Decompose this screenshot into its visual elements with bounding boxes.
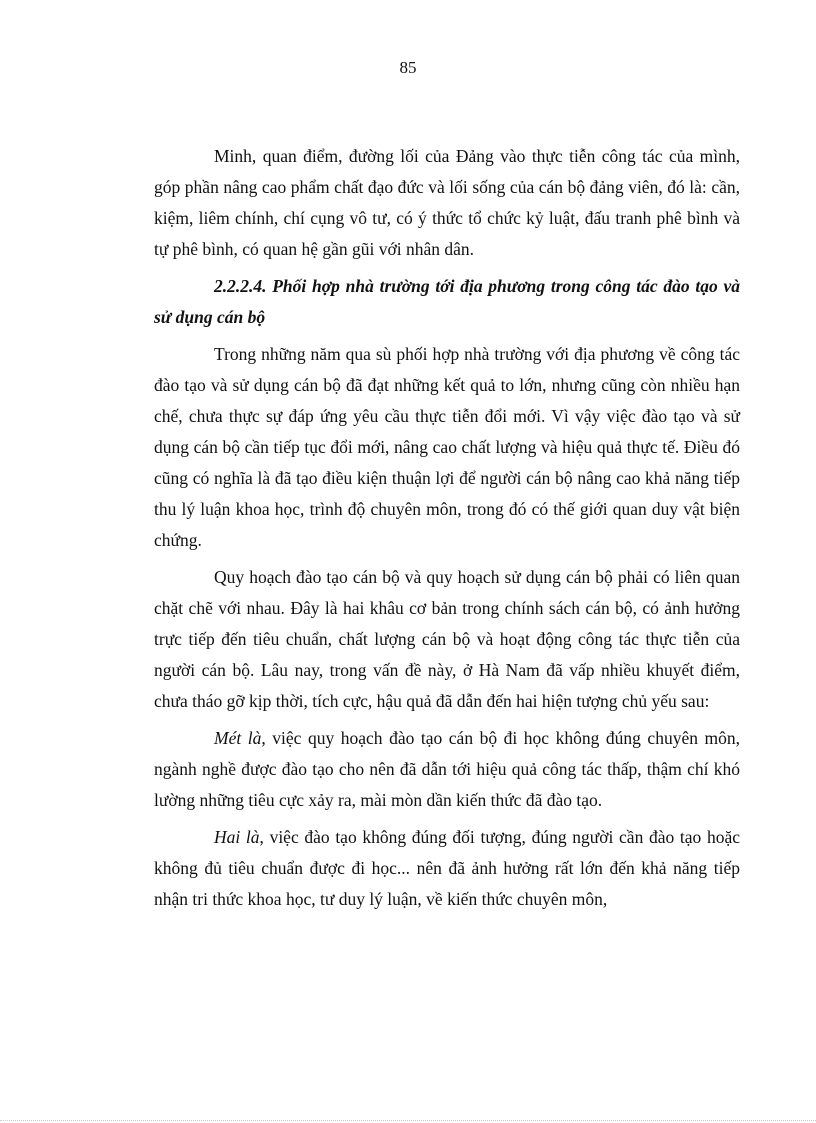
paragraph-continuation: Minh, quan điểm, đường lối của Đảng vào thực tiễn công tác của mình, góp phần nâng cao phẩm chất đạo đức và lối sống của cán bộ đảng viên, đó là: cần, kiệm, liêm chính, chí cụng vô tư, có ý thức tổ chức kỷ luật, đấu tranh phê bình và tự phê bình, có quan hệ gần gũi với nhân dân. bbox=[154, 146, 740, 259]
paragraph-planning: Quy hoạch đào tạo cán bộ và quy hoạch sử dụng cán bộ phải có liên quan chặt chẽ với nhau. Đây là hai khâu cơ bản trong chính sách cán bộ, có ảnh hưởng trực tiếp đến tiêu chuẩn, chất lượng cán bộ và hoạt động công tác thực tiễn của người cán bộ. Lâu nay, trong vấn đề này, ở Hà Nam đã vấp nhiều khuyết điểm, chưa tháo gỡ kịp thời, tích cực, hậu quả đã dẫn đến hai hiện tượng chủ yếu sau: bbox=[154, 567, 740, 711]
paragraph-first-point bbox=[154, 723, 740, 816]
second-point-text: , việc đào tạo không đúng đối tượng, đúng người cần đào tạo hoặc không đủ tiêu chuẩn được đi học... nên đã ảnh hưởng rất lớn đến khả năng tiếp nhận tri thức khoa học, tư duy lý luận, về kiến thức chuyên môn, bbox=[154, 827, 740, 909]
paragraph-cooperation: Trong những năm qua sù phối hợp nhà trường với địa phương về công tác đào tạo và sử dụng cán bộ đã đạt những kết quả to lớn, nhưng cũng còn nhiều hạn chế, chưa thực sự đáp ứng yêu cầu thực tiễn đổi mới. Vì vậy việc đào tạo và sử dụng cán bộ cần tiếp tục đổi mới, nâng cao chất lượng và hiệu quả thực tế. Điều đó cũng có nghĩa là đã tạo điều kiện thuận lợi để người cán bộ nâng cao khả năng tiếp thu lý luận khoa học, trình độ chuyên môn, trong đó có thế giới quan duy vật biện chứng. bbox=[154, 344, 740, 550]
section-heading: 2.2.2.4. Phối hợp nhà trường tới địa phương trong công tác đào tạo và sử dụng cán bộ bbox=[154, 276, 740, 327]
paragraph-second-point bbox=[154, 822, 740, 915]
first-point-lead: Mét là bbox=[214, 728, 262, 748]
second-point-lead: Hai là bbox=[214, 827, 260, 847]
page-bottom-divider bbox=[0, 1120, 816, 1121]
document-body bbox=[154, 141, 740, 915]
first-point-text: , việc quy hoạch đào tạo cán bộ đi học không đúng chuyên môn, ngành nghề được đào tạo cho nên đã dẫn tới hiệu quả công tác thấp, thậm chí khó lường những tiêu cực xảy ra, mài mòn dần kiến thức đã đào tạo. bbox=[154, 728, 740, 810]
page-number: 85 bbox=[399, 58, 417, 77]
